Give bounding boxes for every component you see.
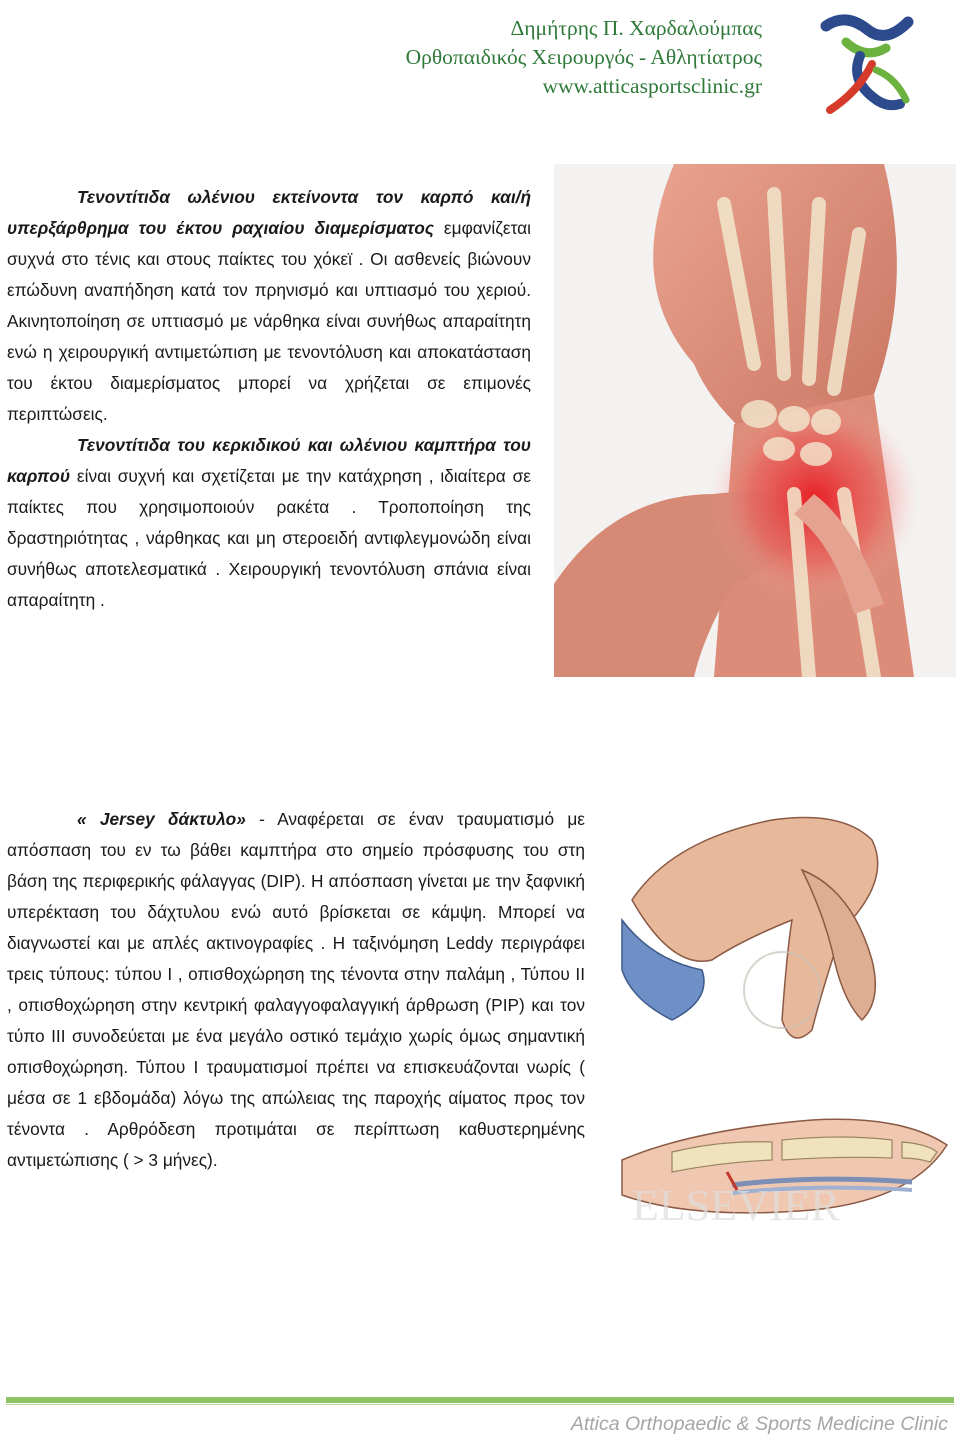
section2-text: - Αναφέρεται σε έναν τραυματισμό με απόσπαση του εν τω βάθει καμπτήρα στο σημείο πρόσφυσης του στη βάση της περιφερικής φάλαγγας (DIP). Η απόσπαση γίνεται με την ξαφνική υπερέκταση του δάχτυλου ενώ αυτό βρίσκεται σε κάμψη. Μπορεί να διαγνωστεί και με απλές ακτινογραφίες . Η ταξινόμηση Leddy περιγράφει τρεις τύπους: τύπου Ι , οπισθοχώρηση της τένοντα στην παλάμη , Τύπου ΙΙ , οπισθοχώρηση στην κεντρική φαλαγγοφαλαγγική άρθρωση (PIP) και τον τύπο ΙΙΙ συνοδεύεται με ένα μεγάλο οστικό τεμάχιο χωρίς όμως σημαντική οπισθοχώρηση. Τύπου Ι τραυματισμοί πρέπει να επισκευάζονται νωρίς ( μέσα σε 1 εβδομάδα) λόγω της απώλειας της παροχής αίματος προς τον τένοντα . Αρθρόδεση προτιμάται σε περίπτωση καθυστερημένης αντιμετώπισης ( > 3 μήνες). — [7, 809, 585, 1170]
section1-text-a: εμφανίζεται συχνά στο τένις και στους παίκτες του χόκεϊ . Οι ασθενείς βιώνουν επώδυνη αναπήδηση κατά τον πρηνισμό και υπτιασμό του χεριού. Ακινητοποίηση σε υπτιασμό με νάρθηκα είναι συνήθως απαραίτητη ενώ η χειρουργική αντιμετώπιση με τενοντόλυση και αποκατάσταση του έκτου διαμερίσματος μπορεί να χρήζεται σε επιμονές περιπτώσεις. — [7, 218, 531, 424]
page-header — [406, 14, 762, 101]
wrist-pain-photo — [554, 164, 956, 677]
website-link[interactable]: www.atticasportsclinic.gr — [542, 74, 762, 98]
footer-divider — [6, 1397, 954, 1403]
footer-divider-thin — [6, 1404, 954, 1405]
svg-text:ELSEVIER: ELSEVIER — [632, 1181, 840, 1230]
wrist-tendinitis-paragraph — [7, 182, 531, 616]
section1-text-b: είναι συχνή και σχετίζεται με την κατάχρηση , ιδιαίτερα σε παίκτες που χρησιμοποιούν ρακέτα . Τροποποίηση της δραστηριότητας , νάρθηκας και μη στεροειδή αντιφλεγμονώδη είναι συνήθως αποτελεσματικά . Χειρουργική τενοντόλυση σπάνια είναι απαραίτητη . — [7, 466, 531, 610]
doctor-title: Ορθοπαιδικός Χειρουργός - Αθλητίατρος — [405, 45, 762, 69]
section1-bold-intro2: Τενοντίτιδα του κερκιδικού και ωλένιου καμπτήρα του καρπού — [7, 435, 531, 486]
doctor-name: Δημήτρης Π. Χαρδαλούμπας — [510, 16, 762, 40]
jersey-finger-paragraph — [7, 804, 585, 1176]
section2-bold-intro: « Jersey δάκτυλο» — [77, 809, 246, 829]
clinic-logo-icon — [816, 8, 920, 120]
jersey-finger-illustration — [612, 800, 952, 1230]
footer-clinic-name: Attica Orthopaedic & Sports Medicine Clinic — [570, 1413, 948, 1435]
section1-bold-intro: Τενοντίτιδα ωλένιου εκτείνοντα τον καρπό και/ή υπερξάρθρημα του έκτου ραχιαίου διαμερίσματος — [7, 187, 531, 238]
